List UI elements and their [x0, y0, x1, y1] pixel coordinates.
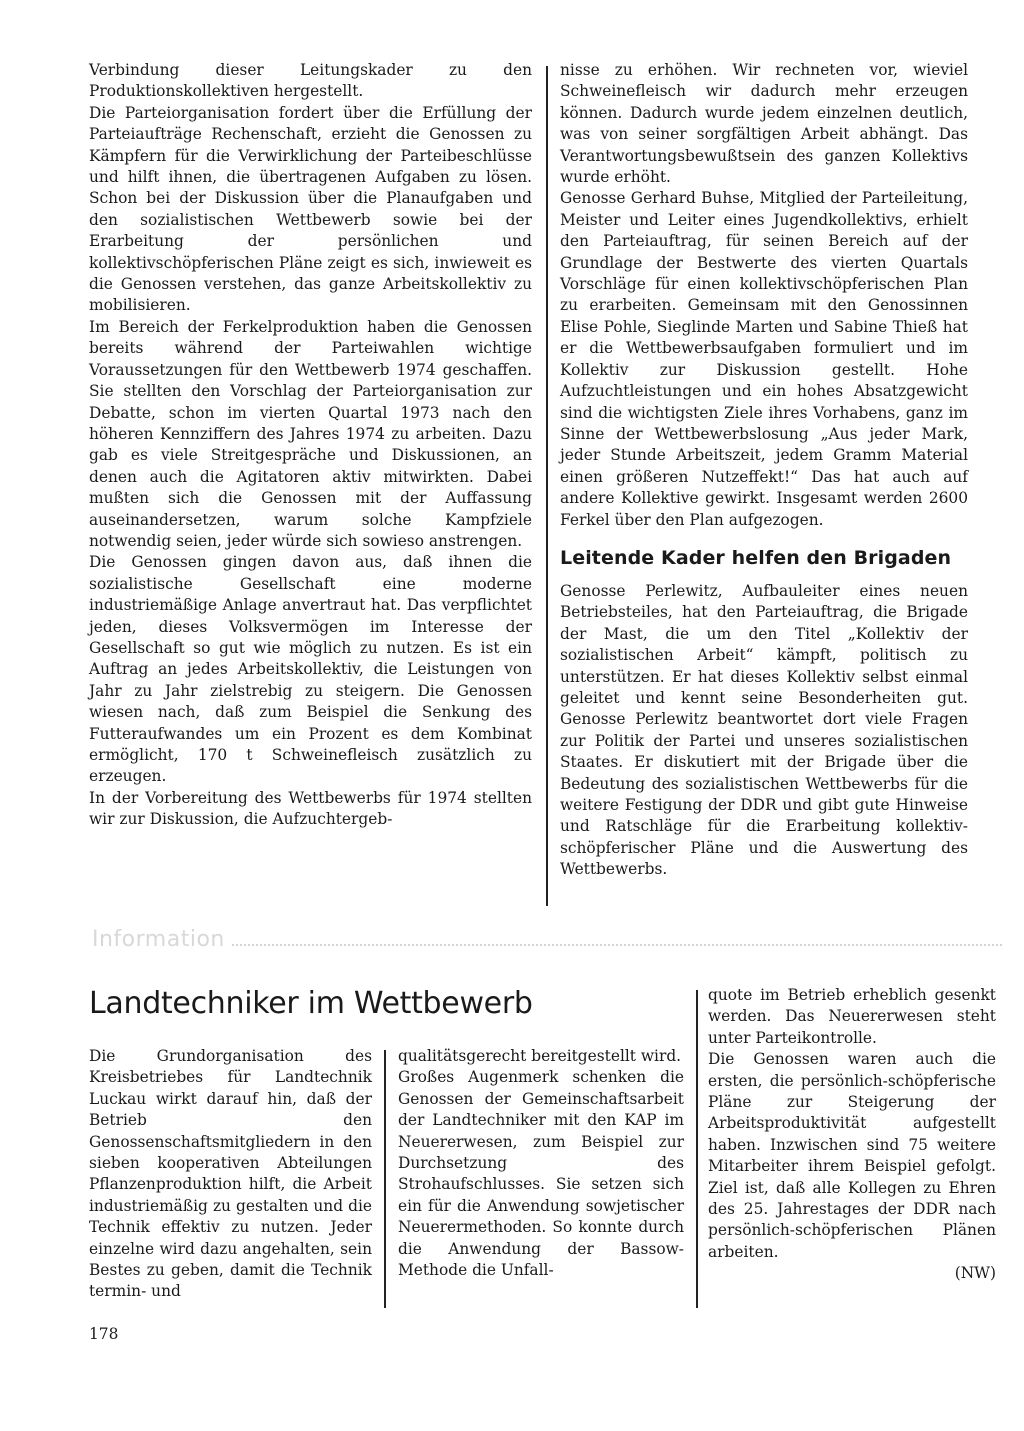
column-divider [384, 1050, 386, 1308]
top-left-column [89, 60, 532, 831]
information-label: Information [92, 927, 225, 952]
paragraph: Großes Augenmerk schenken die Genossen der Gemeinschaftsarbeit der Landtechniker mit den KAP im Neuererwesen, zum Beispiel zur Durchsetzung des Strohaufschlusses. Sie setzen sich ein für die Anwendung sowjetischer Neuerermethoden. So konnte durch die Anwendung der Bassow-Methode die Unfall- [398, 1068, 684, 1280]
paragraph: qualitätsgerecht bereitgestellt wird. [398, 1047, 682, 1065]
column-divider [546, 66, 548, 906]
paragraph: Verbindung dieser Leitungskader zu den Produktionskollektiven hergestellt. [89, 61, 532, 101]
paragraph: Im Bereich der Ferkelproduktion haben die Genossen bereits während der Parteiwahlen wichtige Voraussetzungen für den Wettbewerb 1974 geschaffen. Sie stellten den Vorschlag der Parteiorganisation zur Debatte, schon im vierten Quartal 1973 nach den höheren Kennziffern des Jahres 1974 zu arbeiten. Dazu gab es viele Streitgespräche und Diskussionen, an denen auch die Agitatoren aktiv mitwirkten. Dabei mußten sich die Genossen mit der Auffassung auseinandersetzen, warum solche Kampfziele notwendig seien, jeder würde sich sowieso anstrengen. [89, 317, 532, 550]
column-divider [696, 990, 698, 1308]
paragraph: Die Grundorganisation des Kreisbetriebes für Landtechnik Luckau wirkt darauf hin, daß der Betrieb den Genossenschaftsmitgliedern in den sieben kooperativen Abteilungen Pflanzenproduktion hilft, die Arbeit industriemäßig zu gestalten und die Technik effektiv zu nutzen. Jeder einzelne wird dazu angehalten, sein Bestes zu geben, damit die Technik termin- und [89, 1047, 372, 1301]
paragraph: Genosse Perlewitz, Aufbauleiter eines neuen Betriebsteiles, hat den Parteiauftrag, die Brigade der Mast, die um den Titel „Kollektiv der sozialistischen Arbeit“ kämpft, politisch zu unterstützen. Er hat dieses Kollektiv selbst einmal geleitet und kennt seine Besonderheiten gut. Genosse Perlewitz beantwortet dort viele Fragen zur Politik der Partei und unseres sozialistischen Staates. Er diskutiert mit der Brigade über die Bedeutung des sozialistischen Wettbewerbs für die weitere Festigung der DDR und gibt gute Hinweise und Ratschläge für die Erarbeitung kollektiv-schöpferischer Pläne und die Auswertung des Wettbewerbs. [560, 581, 968, 879]
article-column-3 [708, 985, 996, 1285]
article-column-1 [89, 1046, 372, 1303]
paragraph: Die Genossen gingen davon aus, daß ihnen die sozialistische Gesellschaft eine moderne industriemäßige Anlage anvertraut hat. Das verpflichtet jeden, dieses Volksvermögen im Interesse der Gesellschaft so gut wie möglich zu nutzen. Es ist ein Auftrag an jedes Arbeitskollektiv, die Leistungen von Jahr zu Jahr zielstrebig zu steigern. Die Genossen wiesen nach, daß zum Beispiel die Senkung des Futteraufwandes um ein Prozent es dem Kombinat ermöglicht, 170 t Schweinefleisch zusätzlich zu erzeugen. [89, 553, 532, 786]
paragraph: In der Vorbereitung des Wettbewerbs für 1974 stellten wir zur Diskussion, die Aufzuchtergeb- [89, 788, 532, 829]
article-title: Landtechniker im Wettbewerb [89, 986, 533, 1021]
section-subheading: Leitende Kader helfen den Brigaden [560, 546, 952, 569]
page-number: 178 [89, 1325, 119, 1343]
paragraph: Die Parteiorganisation fordert über die Erfüllung der Parteiaufträge Rechenschaft, erzieht die Genossen zu Kämpfern für die Verwirklichung der Parteibeschlüsse und hilft ihnen, die übertragenen Aufgaben zu lösen. Schon bei der Diskussion über die Planaufgaben und den sozialistischen Wettbewerb sowie bei der Erarbeitung der persönlichen und kollektivschöpferischen Pläne zeigt es sich, inwieweit es die Genossen verstehen, das ganze Arbeitskollektiv zu mobilisieren. [89, 103, 532, 315]
article-column-2 [398, 1046, 684, 1281]
paragraph: Genosse Gerhard Buhse, Mitglied der Parteileitung, Meister und Leiter eines Jugendkollektivs, erhielt den Parteiauftrag, für seinen Bereich auf der Grundlage der Bestwerte des vierten Quartals Vorschläge für einen kollektivschöpferischen Plan zu erarbeiten. Gemeinsam mit den Genossinnen Elise Pohle, Sieglinde Marten und Sabine Thieß hat er die Wettbewerbsaufgaben formuliert und im Kollektiv zur Diskussion gestellt. Hohe Aufzuchtleistungen und ein hohes Absatzgewicht sind die wichtigsten Ziele ihres Vorhabens, ganz im Sinne der Wettbewerbslosung „Aus jeder Mark, jeder Stunde Arbeitszeit, jedem Gramm Material einen größeren Nutzeffekt!“ Das hat auch auf andere Kollektive gewirkt. Insgesamt werden 2600 Ferkel über den Plan aufgezogen. [560, 189, 968, 529]
paragraph: nisse zu erhöhen. Wir rechneten vor, wieviel Schweinefleisch wir dadurch mehr erzeugen können. Dadurch wurde jedem einzelnen deutlich, was von seiner sorgfältigen Arbeit abhängt. Das Verantwortungsbewußtsein des ganzen Kollektivs wurde erhöht. [560, 61, 968, 187]
information-divider [232, 944, 1002, 946]
paragraph: Die Genossen waren auch die ersten, die persönlich-schöpferische Pläne zur Steigerung der Arbeitsproduktivität aufgestellt haben. Inzwischen sind 75 weitere Mitarbeiter ihrem Beispiel gefolgt. Ziel ist, daß alle Kollegen zu Ehren des 25. Jahrestages der DDR nach persönlich-schöpferischen Plänen arbeiten. [708, 1050, 996, 1261]
top-right-column [560, 60, 968, 881]
paragraph: quote im Betrieb erheblich gesenkt werden. Das Neuererwesen steht unter Parteikontrolle. [708, 986, 996, 1047]
author-signature: (NW) [954, 1264, 996, 1283]
